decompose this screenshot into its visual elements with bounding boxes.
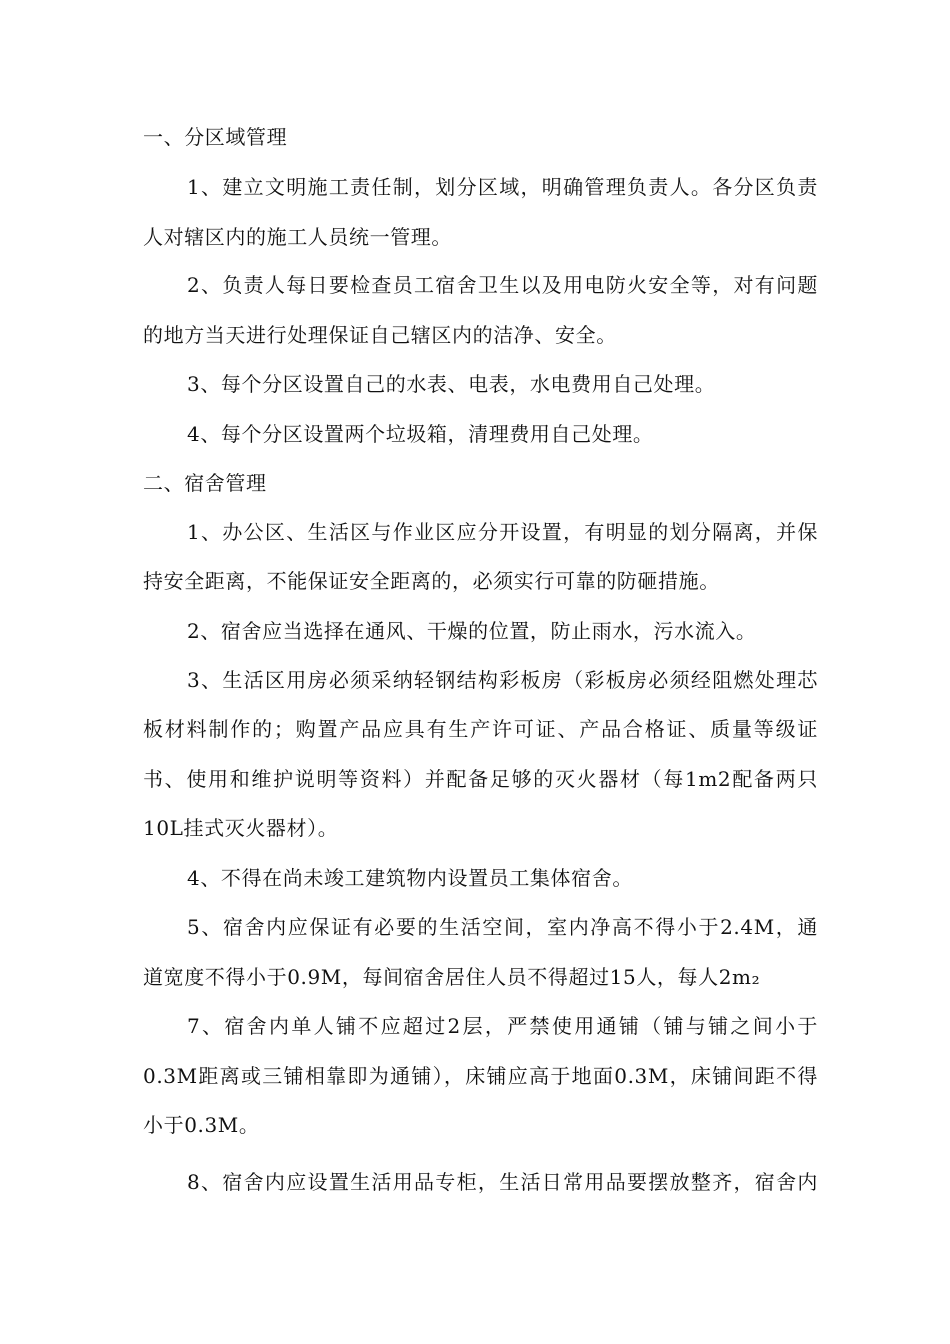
paragraph-line: 4、每个分区设置两个垃圾箱，清理费用自己处理。 bbox=[187, 422, 654, 446]
paragraph-line: 2、负责人每日要检查员工宿舍卫生以及用电防火安全等，对有问题 bbox=[187, 273, 818, 297]
paragraph-line: 0.3M距离或三铺相靠即为通铺），床铺应高于地面0.3M，床铺间距不得 bbox=[143, 1064, 818, 1088]
paragraph-line: 书、使用和维护说明等资料）并配备足够的灭火器材（每1m2配备两只 bbox=[143, 767, 818, 791]
paragraph-line: 1、办公区、生活区与作业区应分开设置，有明显的划分隔离，并保 bbox=[187, 520, 818, 544]
paragraph-line: 10L挂式灭火器材）。 bbox=[143, 816, 339, 840]
paragraph-line: 板材料制作的；购置产品应具有生产许可证、产品合格证、质量等级证 bbox=[143, 717, 818, 741]
paragraph-line: 7、宿舍内单人铺不应超过2层，严禁使用通铺（铺与铺之间小于 bbox=[187, 1014, 818, 1038]
paragraph-line: 2、宿舍应当选择在通风、干燥的位置，防止雨水，污水流入。 bbox=[187, 619, 757, 643]
paragraph-line: 5、宿舍内应保证有必要的生活空间，室内净高不得小于2.4M，通 bbox=[187, 915, 818, 939]
paragraph-line: 1、建立文明施工责任制，划分区域，明确管理负责人。各分区负责 bbox=[187, 175, 818, 199]
paragraph-line: 3、每个分区设置自己的水表、电表，水电费用自己处理。 bbox=[187, 372, 716, 396]
paragraph-line: 的地方当天进行处理保证自己辖区内的洁净、安全。 bbox=[143, 323, 617, 347]
section-heading-dormitory-management: 二、宿舍管理 bbox=[143, 471, 267, 495]
paragraph-line: 4、不得在尚未竣工建筑物内设置员工集体宿舍。 bbox=[187, 866, 633, 890]
paragraph-line: 道宽度不得小于0.9M，每间宿舍居住人员不得超过15人，每人2m₂ bbox=[143, 965, 761, 989]
paragraph-line: 持安全距离，不能保证安全距离的，必须实行可靠的防砸措施。 bbox=[143, 569, 720, 593]
paragraph-line: 人对辖区内的施工人员统一管理。 bbox=[143, 225, 452, 249]
paragraph-line: 小于0.3M。 bbox=[143, 1113, 260, 1137]
paragraph-line: 8、宿舍内应设置生活用品专柜，生活日常用品要摆放整齐，宿舍内 bbox=[187, 1170, 818, 1194]
section-heading-zone-management: 一、分区域管理 bbox=[143, 125, 288, 149]
paragraph-line: 3、生活区用房必须采纳轻钢结构彩板房（彩板房必须经阻燃处理芯 bbox=[187, 668, 818, 692]
